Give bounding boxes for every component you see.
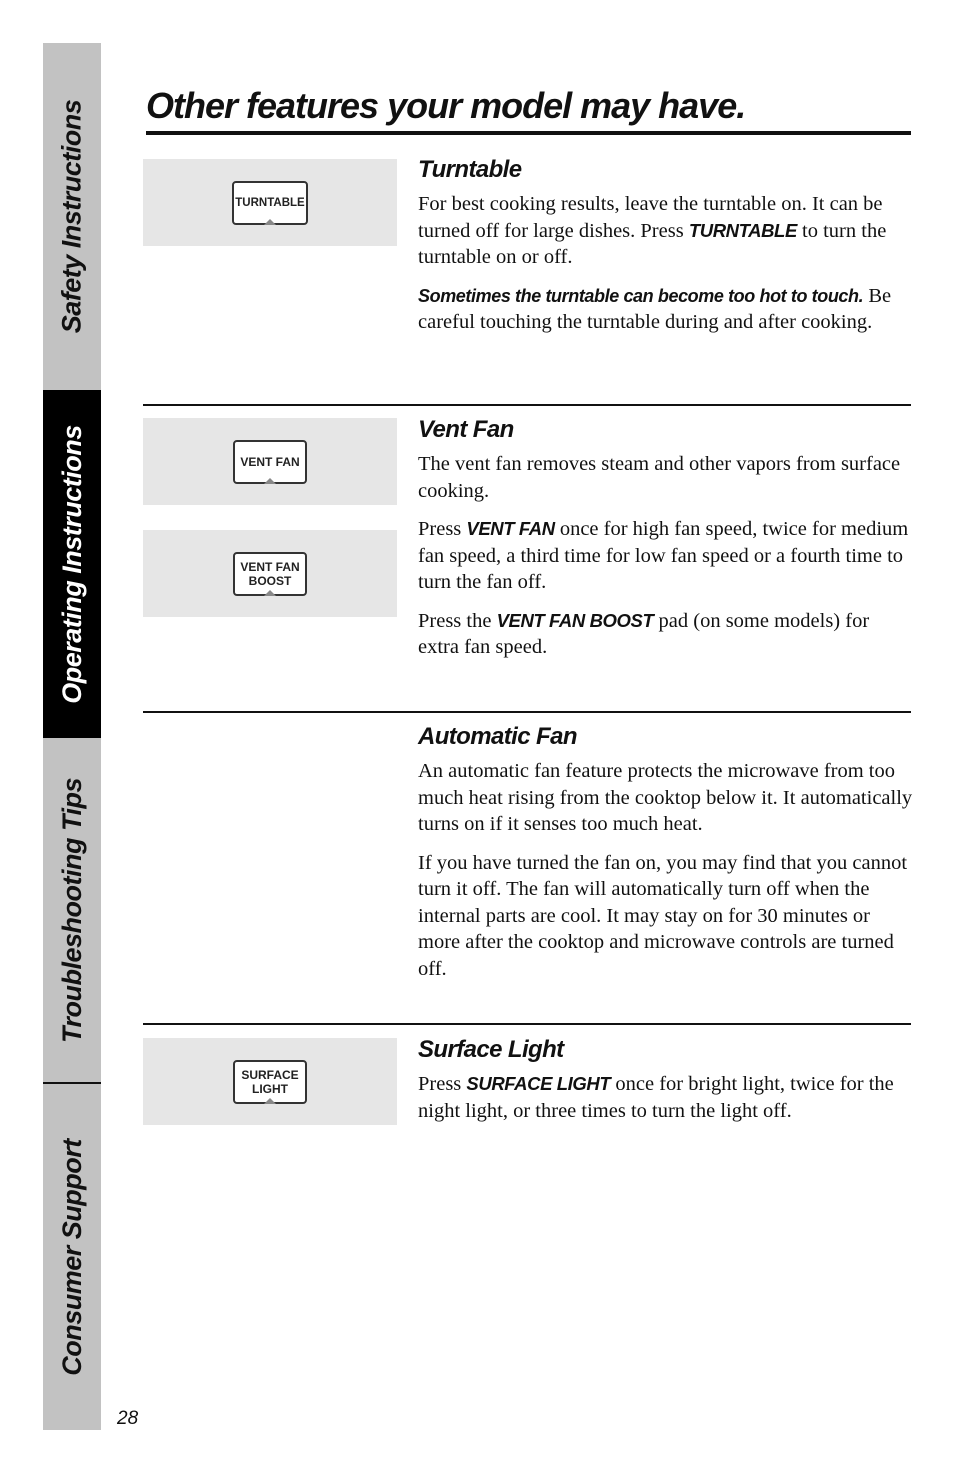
turntable-paragraph — [418, 191, 913, 271]
turntable-pad-illustration — [143, 159, 397, 246]
surface-light-section — [418, 1035, 913, 1136]
vent-fan-pad — [233, 440, 307, 484]
vent-fan-paragraph: The vent fan removes steam and other vapors from surface cooking. — [418, 453, 901, 502]
automatic-fan-paragraph: If you have turned the fan on, you may find that you cannot turn it off. The fan will automatically turn off when the internal parts are cool. It may stay on for 30 minutes or more after the cooktop and microwave controls are turned off. — [418, 851, 908, 980]
pad-label: SURFACE — [241, 1067, 299, 1082]
vent-fan-section — [418, 415, 913, 673]
pad-indicator-icon — [264, 590, 276, 596]
pad-label: TURNTABLE — [235, 196, 305, 209]
text: pad (on some models) for extra fan speed. — [418, 609, 870, 658]
surface-light-pad — [233, 1060, 307, 1104]
pad-label: VENT FAN — [240, 559, 300, 574]
text: Press — [418, 1073, 467, 1095]
tab-label: Consumer Support — [56, 1138, 87, 1376]
section-rule — [143, 711, 911, 713]
text: to turn the turntable on or off. — [418, 219, 887, 268]
vent-fan-paragraph — [418, 516, 913, 596]
section-rule — [143, 404, 911, 406]
surface-light-pad-illustration — [143, 1038, 397, 1125]
text: Press the — [418, 609, 497, 632]
text: once for bright light, twice for the night light, or three times to turn the light off. — [418, 1073, 894, 1122]
keyword: VENT FAN — [466, 518, 555, 539]
page-number: 28 — [117, 1408, 139, 1429]
keyword: SURFACE LIGHT — [466, 1073, 611, 1094]
vent-fan-boost-pad-illustration — [143, 530, 397, 617]
vent-fan-boost-pad — [233, 552, 307, 596]
section-rule — [143, 1023, 911, 1025]
automatic-fan-heading: Automatic Fan — [418, 723, 577, 750]
tab-operating-instructions[interactable] — [43, 390, 101, 738]
pad-indicator-icon — [264, 478, 276, 484]
text: Press — [418, 518, 467, 540]
tab-safety-instructions[interactable] — [43, 43, 101, 390]
turntable-heading: Turntable — [418, 156, 522, 183]
surface-light-paragraph — [418, 1071, 913, 1124]
title-rule — [146, 131, 911, 135]
pad-indicator-icon — [264, 219, 276, 225]
automatic-fan-paragraph: An automatic fan feature protects the microwave from too much heat rising from the cooktop below it. It automatically turns on if it senses too much heat. — [418, 760, 913, 835]
turntable-section — [418, 155, 913, 348]
vent-fan-heading: Vent Fan — [418, 416, 514, 443]
page-title: Other features your model may have. — [146, 85, 746, 126]
keyword: TURNTABLE — [688, 219, 797, 241]
tab-label: Safety Instructions — [56, 99, 87, 334]
automatic-fan-section — [418, 722, 913, 994]
pad-label: VENT FAN — [240, 454, 300, 469]
surface-light-heading: Surface Light — [418, 1036, 564, 1063]
turntable-warning-paragraph — [418, 283, 913, 336]
tab-consumer-support[interactable] — [43, 1084, 101, 1430]
tab-troubleshooting-tips[interactable] — [43, 738, 101, 1083]
tab-label: Troubleshooting Tips — [56, 778, 87, 1043]
text: once for high fan speed, twice for medium fan speed, a third time for low fan speed or a fourth time to turn the fan off. — [418, 518, 909, 593]
text: Be careful touching the turntable during and after cooking. — [418, 284, 892, 333]
text: For best cooking results, leave the turntable on. It can be turned off for large dishes. Press — [418, 193, 883, 242]
turntable-pad — [232, 181, 308, 225]
pad-label: LIGHT — [252, 1081, 288, 1096]
warning-text: Sometimes the turntable can become too hot to touch. — [418, 285, 864, 306]
keyword: VENT FAN BOOST — [496, 609, 654, 631]
vent-fan-paragraph — [418, 608, 913, 661]
pad-indicator-icon — [264, 1098, 276, 1104]
vent-fan-pad-illustration — [143, 418, 397, 505]
tab-label: Operating Instructions — [56, 424, 87, 704]
pad-label: BOOST — [248, 573, 292, 588]
